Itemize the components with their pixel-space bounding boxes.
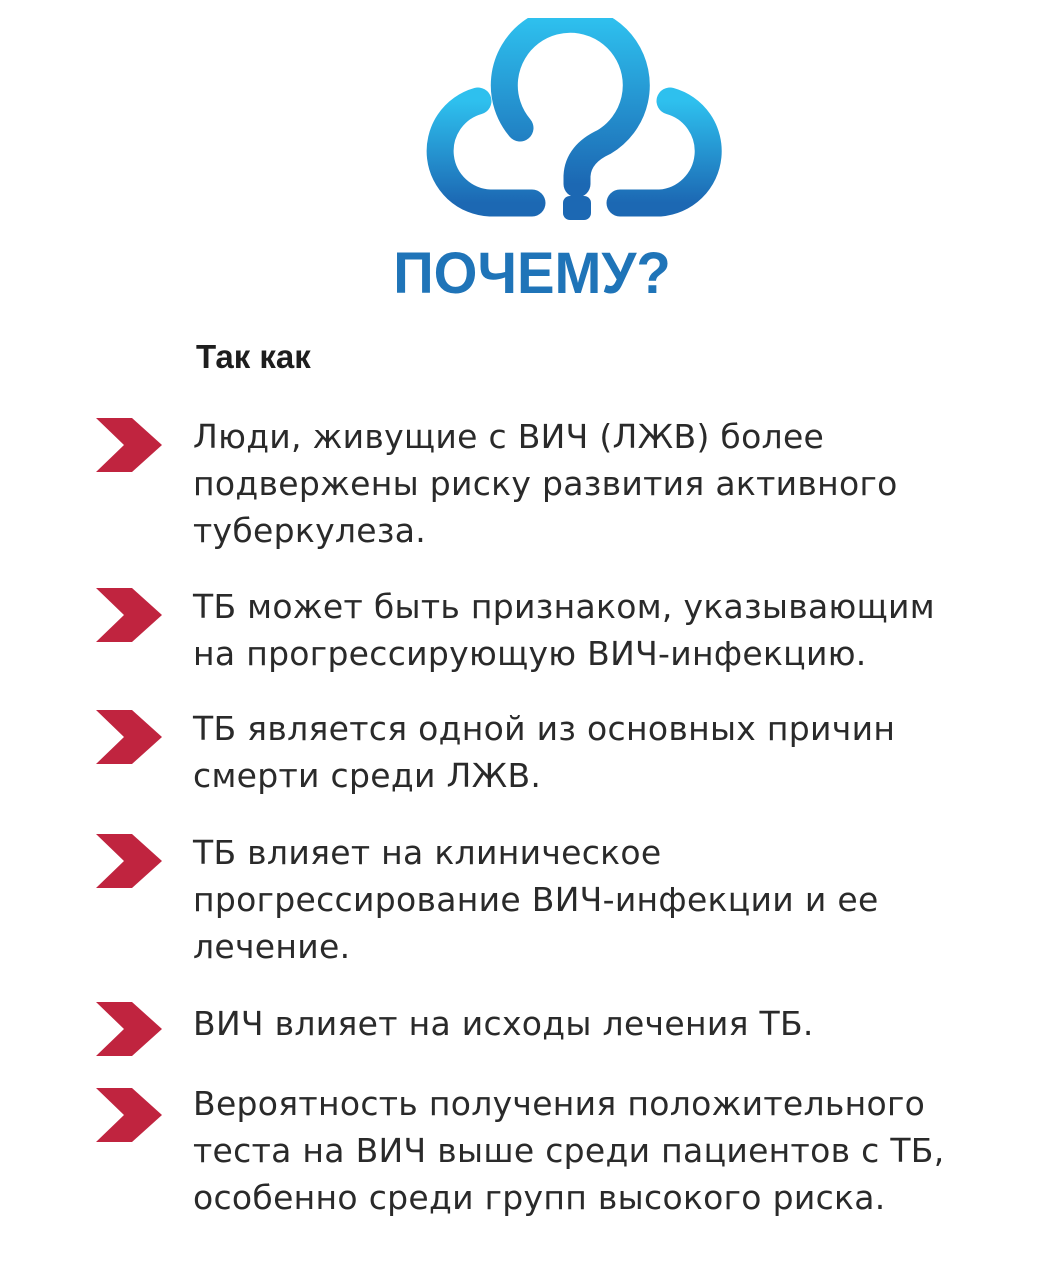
chevron-right-icon (96, 710, 162, 764)
chevron-right-icon (96, 1002, 162, 1056)
list-item-text: Вероятность получения положительного теста на ВИЧ выше среди пациентов с ТБ, особенно среди групп высокого риска. (193, 1084, 945, 1217)
list-item-text: ТБ влияет на клиническое прогрессирование ВИЧ-инфекции и ее лечение. (193, 833, 879, 966)
list-item-text: ВИЧ влияет на исходы лечения ТБ. (193, 1004, 814, 1043)
chevron-right-icon (96, 588, 162, 642)
list-item-text: ТБ является одной из основных причин смерти среди ЛЖВ. (193, 709, 896, 795)
chevron-right-icon (96, 834, 162, 888)
intro-text: Так как (196, 338, 311, 375)
list-item-text: ТБ может быть признаком, указывающим на прогрессирующую ВИЧ-инфекцию. (193, 587, 935, 673)
chevron-right-icon (96, 1088, 162, 1142)
page-title: ПОЧЕМУ? (393, 241, 671, 306)
chevron-right-icon (96, 418, 162, 472)
list-item-text: Люди, живущие с ВИЧ (ЛЖВ) более подвержены риску развития активного туберкулеза. (193, 417, 898, 550)
